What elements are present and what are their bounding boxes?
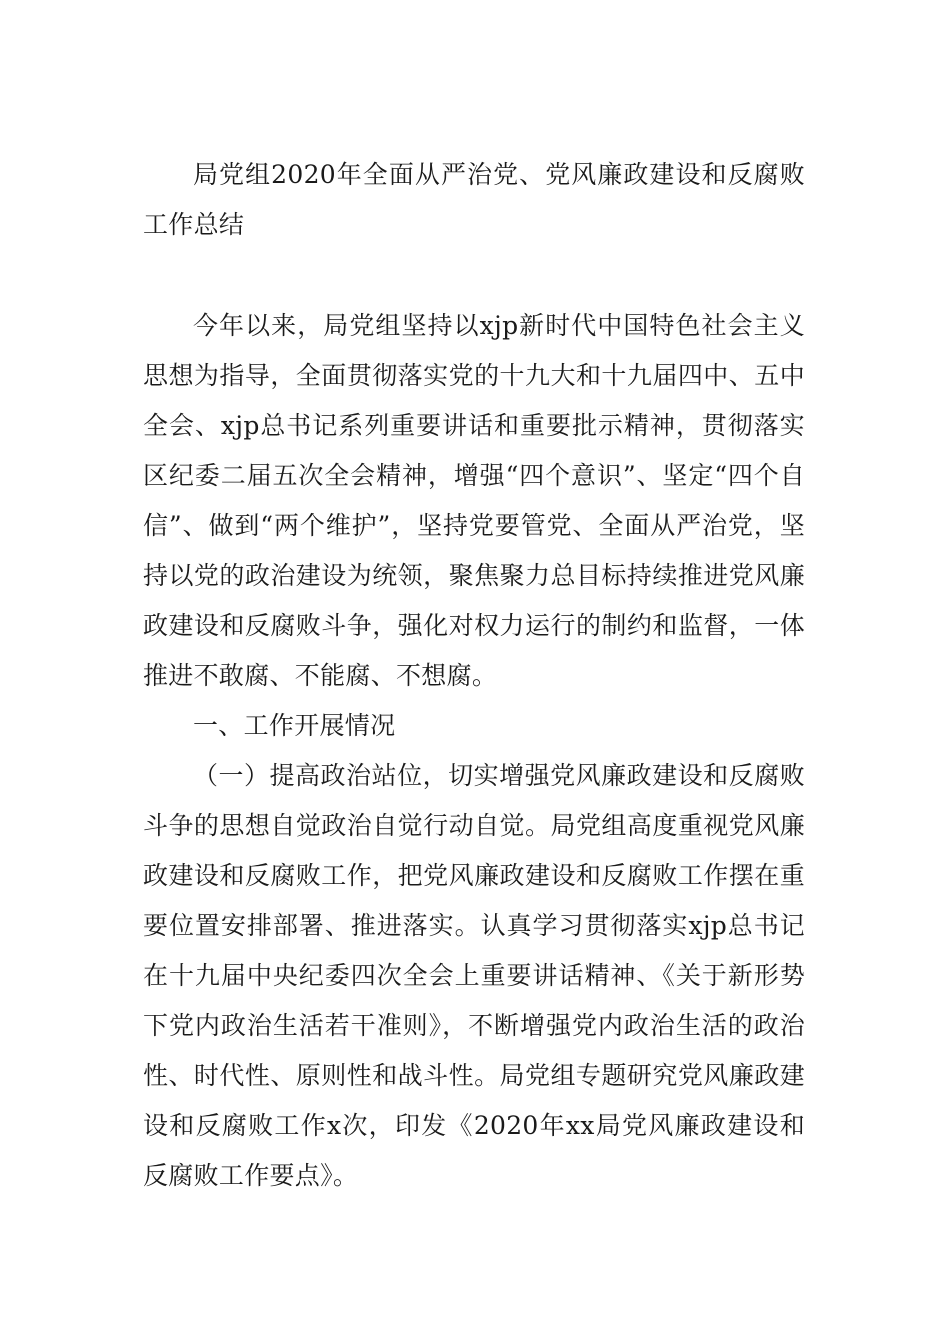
document-body xyxy=(143,150,805,1201)
document-title: 局党组2020年全面从严治党、党风廉政建设和反腐败工作总结 xyxy=(143,160,805,239)
intro-paragraph: 今年以来，局党组坚持以xjp新时代中国特色社会主义思想为指导，全面贯彻落实党的十九大和十九届四中、五中全会、xjp总书记系列重要讲话和重要批示精神，贯彻落实区纪委二届五次全会精神，增强“四个意识”、坚定“四个自信”、做到“两个维护”，坚持党要管党、全面从严治党，坚持以党的政治建设为统领，聚焦聚力总目标持续推进党风廉政建设和反腐败斗争，强化对权力运行的制约和监督，一体推进不敢腐、不能腐、不想腐。 xyxy=(143,311,805,690)
subsection-paragraph: （一）提高政治站位，切实增强党风廉政建设和反腐败斗争的思想自觉政治自觉行动自觉。局党组高度重视党风廉政建设和反腐败工作，把党风廉政建设和反腐败工作摆在重要位置安排部署、推进落实。认真学习贯彻落实xjp总书记在十九届中央纪委四次全会上重要讲话精神、《关于新形势下党内政治生活若干准则》，不断增强党内政治生活的政治性、时代性、原则性和战斗性。局党组专题研究党风廉政建设和反腐败工作x次，印发《2020年xx局党风廉政建设和反腐败工作要点》。 xyxy=(143,761,805,1190)
section-heading: 一、工作开展情况 xyxy=(193,711,396,740)
